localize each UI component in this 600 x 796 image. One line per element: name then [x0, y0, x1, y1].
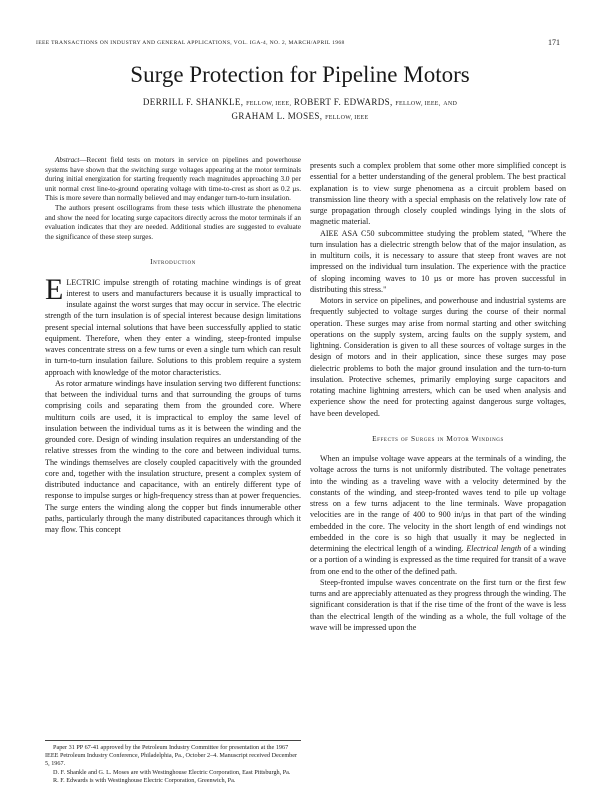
body-paragraph-4-tail: of a winding or a portion of a winding is expressed as the time required for transit of a wave from one end to the other of the defined path. [310, 544, 566, 576]
footnote-1: Paper 31 PP 67-41 approved by the Petroleum Industry Committee for presentation at the 1967 IEEE Petroleum Industry Conference, Philadelphia, Pa., October 2–4. Manuscript received December 5, 1967. [45, 744, 298, 768]
intro-paragraph-1-text: LECTRIC impulse strength of rotating machine windings is of great interest to users and manufacturers because it is usually impractical to insulate against the worst surges that may occur in service. The electric strength of the turn insulation is of special interest because design limitations present special internal solutions that have been successfully applied to static equipment. Therefore, when they enter a winding, steep-fronted impulse waves concentrate stress on a few turns or even a single turn which can result in turn-to-turn insulation failure. Solutions to this problem require a system approach with knowledge of the motor characteristics. [45, 277, 301, 377]
paper-title: Surge Protection for Pipeline Motors [130, 62, 470, 87]
left-column [45, 156, 301, 535]
right-column [310, 160, 566, 633]
author-line-1 [60, 96, 540, 110]
running-head [36, 40, 560, 46]
abstract-text-2: The authors present oscillograms from these tests which illustrate the phenomena and show the need for locating surge capacitors directly across the motor terminals if an evaluation indicates that they are needed. Additional studies are suggested to evaluate the significance of these steep surges. [45, 203, 301, 241]
author-shankle: DERRILL F. SHANKLE, [142, 97, 244, 107]
drop-cap: E [45, 272, 64, 306]
body-paragraph-4-text: When an impulse voltage wave appears at the terminals of a winding, the voltage across the turns is not uniformly distributed. The voltage penetrates into the winding as a traveling wave with a velocity determined by the constants of the winding, and steep-fronted waves tend to pile up voltage stress on a few turns adjacent to the line terminals. Wave propagation velocities are in the range of 400 to 900 in/µs in that part of the winding embedded in the core. The velocity in the short length of end windings not embedded in the core is so high that usually it may be neglected in determining the electrical length of a winding. [310, 454, 566, 553]
author-affiliation: FELLOW, IEEE [325, 115, 369, 121]
section-heading-effects: Effects of Surges in Motor Windings [372, 433, 504, 443]
abstract-text: —Recent field tests on motors in service on pipelines and powerhouse systems have shown that the switching surge voltages appearing at the motor terminals during initial energization for starting frequently reach magnitudes approaching 3.0 per unit normal crest line-to-ground operating voltage with time-to-crest as short as 0.2 µs. This is more severe than normally believed and may endanger turn-to-turn insulation. [45, 156, 301, 203]
author-affiliation: FELLOW, IEEE, [246, 101, 292, 107]
page-number: 171 [548, 38, 560, 47]
author-and: AND [443, 101, 458, 107]
author-moses: GRAHAM L. MOSES, [231, 111, 323, 121]
author-affiliation: FELLOW, IEEE, [395, 101, 441, 107]
body-paragraph-5: Steep-fronted impulse waves concentrate on the first turn or the first few turns and are appreciably attenuated as they progress through the winding. The significant consideration is that if the rise time of the front of the wave is less than the electrical length of the winding as a whole, the full voltage of the wave will be impressed upon the [310, 577, 566, 632]
body-paragraph-2: AIEE ASA C50 subcommittee studying the problem stated, "Where the turn insulation has a dielectric strength below that of the major insulation, as in multiturn coils, it is necessary to assure that steep front waves are not impressed on the individual turn insulation. The experience with the practice of sloping incoming waves to 10 µs or more has proven successful in distributing this stress." [310, 228, 566, 294]
body-paragraph-1: presents such a complex problem that some other more simplified concept is essential for a better understanding of the general problem. The best practical explanation is to view surge phenomena as a circuit problem based on transmission line theory with a special emphasis on the relatively low rate of surge propagation through closely coupled windings lying in the slots of magnetic material. [310, 161, 566, 227]
journal-name: IEEE TRANSACTIONS ON INDUSTRY AND GENERAL APPLICATIONS, VOL. IGA-4, NO. 2, MARCH/APRIL 1968 [36, 40, 345, 46]
author-block [60, 96, 540, 124]
body-paragraph-4 [310, 453, 566, 577]
intro-paragraph-1 [45, 272, 301, 378]
body-paragraph-3: Motors in service on pipelines, and powerhouse and industrial systems are frequently subjected to voltage surges during the course of their normal operation. These surges may arise from normal starting and other switching operations on the supply system, arcing faults on the supply system, and lightning. Consideration is given to all these sources of voltage surges in the design of motors and in their application, since these surges may pose dielectric problems to both the major ground insulation and the turn-to-turn insulation. Protective schemes, primarily employing surge capacitors and rotating machine lightning arresters, which can be used when analysis and experience show the need for protecting against dangerous surge voltages, have been developed. [310, 296, 566, 418]
footnote-2: D. F. Shankle and G. L. Moses are with Westinghouse Electric Corporation, East Pittsburgh, Pa. [53, 768, 291, 776]
author-edwards: ROBERT F. EDWARDS, [293, 97, 393, 107]
footnote-3: R. F. Edwards is with Westinghouse Electric Corporation, Greenwich, Pa. [53, 776, 236, 784]
section-heading-introduction: Introduction [150, 257, 196, 267]
intro-paragraph-2: As rotor armature windings have insulation serving two different functions: that between the individual turns and that surrounding the groups of turns comprising coils and separating them from the grounded core. Where multiturn coils are used, it is impractical to employ the same level of insulation between the individual turns as it is between the winding and the grounded core. Design of winding insulation requires an understanding of the relative stresses from the winding to the core and between individual turns. The windings themselves are closely coupled capacitively with the grounded core and, together with the insulation structure, present a complex system of distributed inductance and capacitance, with an entirely different type of response to impulse surges or high-frequency stress than at power frequencies. The surge enters the winding along the copper but finds innumerable other paths, particularly through the many distributed capacitances through which it may flow. This concept [45, 378, 301, 535]
emphasis-term: Electrical length [466, 544, 522, 553]
footnotes [45, 740, 301, 785]
abstract [45, 156, 301, 242]
abstract-lead: Abstract [55, 156, 80, 164]
author-line-2 [60, 110, 540, 124]
